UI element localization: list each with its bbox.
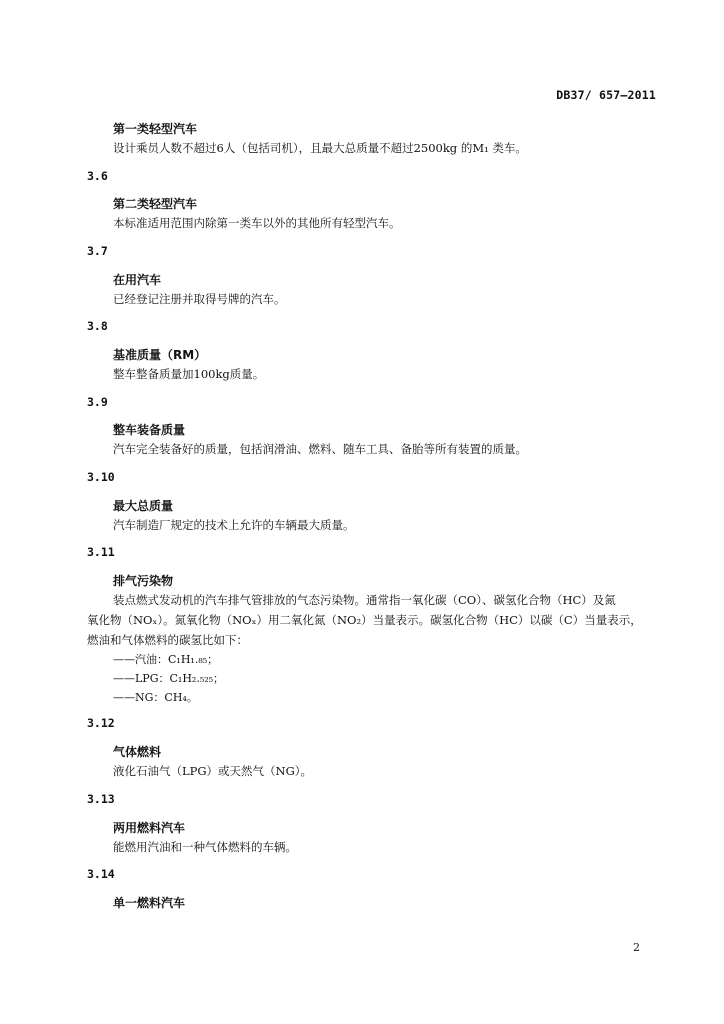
- term-definition: 燃油和气体燃料的碳氢比如下：: [87, 633, 248, 647]
- term-definition: 能燃用汽油和一种气体燃料的车辆。: [113, 840, 297, 854]
- clause-number: 3.7: [87, 244, 108, 258]
- term-title: 整车装备质量: [113, 423, 186, 437]
- term-title: 最大总质量: [113, 499, 174, 513]
- term-definition: 液化石油气（LPG）或天然气（NG）。: [113, 764, 313, 778]
- term-title: 第二类轻型汽车: [113, 197, 198, 211]
- term-definition: 汽车完全装备好的质量，包括润滑油、燃料、随车工具、备胎等所有装置的质量。: [113, 442, 527, 456]
- term-title: 在用汽车: [113, 273, 162, 287]
- clause-number: 3.13: [87, 792, 115, 806]
- clause-number: 3.9: [87, 395, 108, 409]
- term-definition: 已经登记注册并取得号牌的汽车。: [113, 292, 286, 306]
- term-definition: 设计乘员人数不超过6人（包括司机），且最大总质量不超过2500kg 的M₁ 类车。: [113, 141, 527, 155]
- list-item: ——汽油：C₁H₁.₈₅；: [113, 653, 219, 666]
- term-title: 基准质量（RM）: [113, 348, 207, 362]
- list-item: ——NG：CH₄。: [113, 691, 198, 704]
- term-title: 单一燃料汽车: [113, 896, 186, 910]
- clause-number: 3.12: [87, 716, 115, 730]
- term-definition: 氧化物（NOₓ）。氮氧化物（NOₓ）用二氧化氮（NO₂）当量表示。碳氢化合物（HC）以碳（C）当量表示，: [87, 613, 642, 627]
- term-definition: 汽车制造厂规定的技术上允许的车辆最大质量。: [113, 518, 355, 532]
- term-definition: 装点燃式发动机的汽车排气管排放的气态污染物。通常指一氧化碳（CO）、碳氢化合物（HC）及氮: [113, 593, 616, 607]
- clause-number: 3.14: [87, 867, 115, 881]
- term-definition: 整车整备质量加100kg质量。: [113, 367, 265, 381]
- list-item: ——LPG：C₁H₂.₅₂₅；: [113, 672, 225, 685]
- term-definition: 本标准适用范围内除第一类车以外的其他所有轻型汽车。: [113, 216, 401, 230]
- clause-number: 3.6: [87, 169, 108, 183]
- clause-number: 3.8: [87, 319, 108, 333]
- clause-number: 3.11: [87, 545, 115, 559]
- document-code: DB37/ 657—2011: [556, 88, 656, 102]
- page-number: 2: [633, 941, 640, 954]
- term-title: 气体燃料: [113, 745, 162, 759]
- term-title: 两用燃料汽车: [113, 821, 186, 835]
- clause-number: 3.10: [87, 470, 115, 484]
- term-title: 排气污染物: [113, 574, 174, 588]
- term-title: 第一类轻型汽车: [113, 122, 198, 136]
